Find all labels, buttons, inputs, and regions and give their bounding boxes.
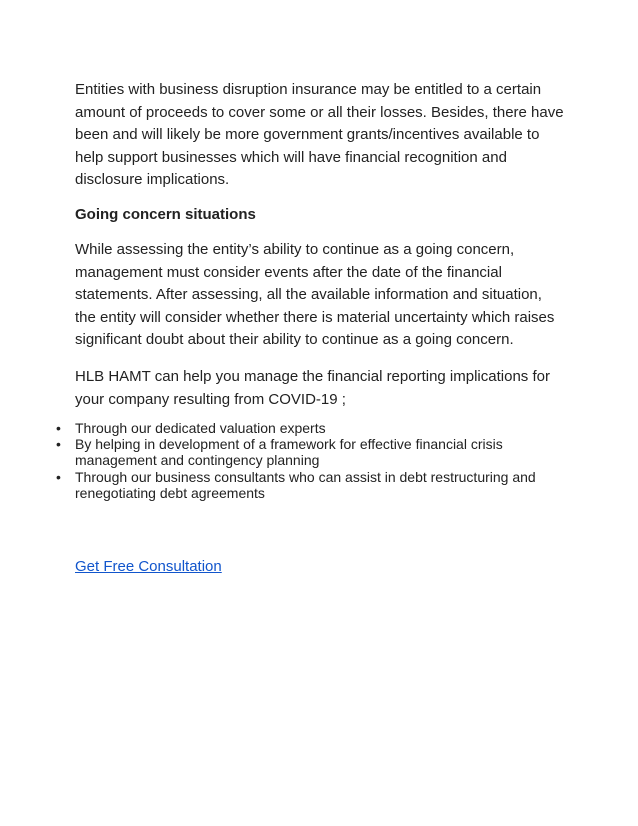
bullet-icon: • (56, 436, 61, 453)
help-intro-paragraph: HLB HAMT can help you manage the financial reporting implications for your company resulting from COVID-19 ; (75, 368, 550, 408)
list-item-text: By helping in development of a framework for effective financial crisis management and contingency planning (75, 436, 503, 469)
going-concern-heading: Going concern situations (75, 206, 256, 223)
bullet-icon: • (56, 468, 61, 485)
list-item (56, 468, 565, 501)
list-item-text: Through our dedicated valuation experts (75, 420, 326, 436)
list-item (56, 436, 565, 469)
get-free-consultation-link[interactable]: Get Free Consultation (75, 558, 222, 575)
list-item-text: Through our business consultants who can assist in debt restructuring and renegotiating debt agreements (75, 468, 536, 501)
services-list (56, 420, 565, 501)
going-concern-paragraph: While assessing the entity’s ability to continue as a going concern, management must consider events after the date of the financial statements. After assessing, all the available information and situation, the entity will consider whether there is material uncertainty which raises significant doubt about their ability to continue as a going concern. (75, 241, 555, 349)
list-item (56, 420, 565, 436)
bullet-icon: • (56, 420, 61, 436)
intro-paragraph: Entities with business disruption insurance may be entitled to a certain amount of proceeds to cover some or all their losses. Besides, there have been and will likely be more government grants/incentives available to help support businesses which will have financial recognition and disclosure implications. (75, 81, 564, 189)
